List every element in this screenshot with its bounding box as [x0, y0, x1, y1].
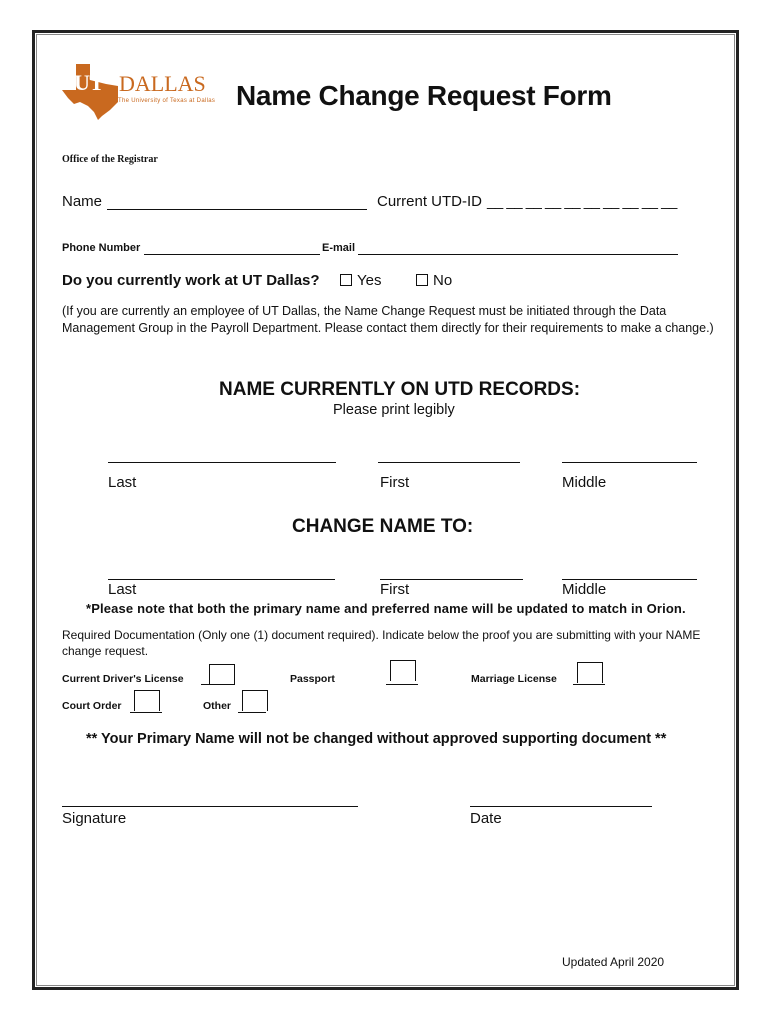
current-first-label: First — [380, 474, 410, 491]
signature-label: Signature — [62, 810, 127, 827]
no-checkbox[interactable] — [416, 274, 428, 286]
marriage-license-label: Marriage License — [471, 673, 557, 685]
court-order-checkbox[interactable] — [134, 690, 160, 711]
yes-label: Yes — [357, 272, 382, 289]
date-label: Date — [470, 810, 502, 827]
name-label: Name — [62, 193, 103, 210]
utd-id-blanks[interactable]: __ __ __ __ __ __ __ __ __ __ — [487, 193, 677, 210]
employee-note: (If you are currently an employee of UT Dallas, the Name Change Request must be initiated through the Data Management Group in the Payroll Department. Please contact them directly for their requirements to make a change.) — [62, 304, 714, 335]
signature-line[interactable] — [62, 806, 358, 807]
name-input-line[interactable] — [107, 209, 367, 210]
other-label: Other — [203, 700, 232, 712]
phone-input-line[interactable] — [144, 254, 320, 255]
new-first-line[interactable] — [380, 579, 523, 580]
passport-underline — [386, 684, 418, 685]
marriage-license-checkbox[interactable] — [577, 662, 603, 683]
yes-option[interactable] — [340, 272, 381, 289]
phone-label: Phone Number — [62, 242, 141, 254]
office-name: Office of the Registrar — [62, 154, 158, 165]
marriage-license-underline — [573, 684, 605, 685]
drivers-license-checkbox[interactable] — [209, 664, 235, 685]
other-checkbox[interactable] — [242, 690, 268, 711]
current-name-heading: NAME CURRENTLY ON UTD RECORDS: — [219, 379, 581, 400]
date-line[interactable] — [470, 806, 652, 807]
new-first-label: First — [380, 581, 410, 598]
utd-id-label: Current UTD-ID — [377, 193, 483, 210]
passport-label: Passport — [290, 673, 335, 685]
drivers-license-label: Current Driver's License — [62, 673, 184, 685]
documentation-instructions: Required Documentation (Only one (1) document required). Indicate below the proof you are submitting with your NAME change request. — [62, 628, 701, 658]
current-last-label: Last — [108, 474, 137, 491]
current-middle-label: Middle — [562, 474, 607, 491]
updated-date: Updated April 2020 — [562, 955, 665, 969]
primary-name-warning: ** Your Primary Name will not be changed without approved supporting document ** — [86, 731, 667, 747]
current-last-line[interactable] — [108, 462, 336, 463]
new-middle-label: Middle — [562, 581, 607, 598]
change-name-heading: CHANGE NAME TO: — [292, 516, 474, 537]
court-order-label: Court Order — [62, 700, 122, 712]
drivers-license-underline — [201, 684, 235, 685]
no-option[interactable] — [416, 272, 452, 289]
email-label: E-mail — [322, 242, 356, 254]
page-border-inner — [36, 34, 735, 986]
yes-checkbox[interactable] — [340, 274, 352, 286]
work-question: Do you currently work at UT Dallas? — [62, 272, 320, 289]
logo-tagline: The University of Texas at Dallas — [118, 98, 216, 104]
no-label: No — [433, 272, 453, 289]
passport-checkbox[interactable] — [390, 660, 416, 681]
logo-ut: UT — [74, 70, 104, 95]
current-middle-line[interactable] — [562, 462, 697, 463]
logo-dallas: DALLAS — [119, 71, 206, 96]
new-last-label: Last — [108, 581, 137, 598]
current-first-line[interactable] — [378, 462, 520, 463]
orion-note: *Please note that both the primary name and preferred name will be updated to match in Orion. — [86, 601, 686, 616]
other-underline — [238, 712, 266, 713]
new-last-line[interactable] — [108, 579, 335, 580]
print-legibly: Please print legibly — [333, 402, 455, 418]
form-title: Name Change Request Form — [236, 80, 612, 111]
email-input-line[interactable] — [358, 254, 678, 255]
court-order-underline — [130, 712, 162, 713]
new-middle-line[interactable] — [562, 579, 697, 580]
